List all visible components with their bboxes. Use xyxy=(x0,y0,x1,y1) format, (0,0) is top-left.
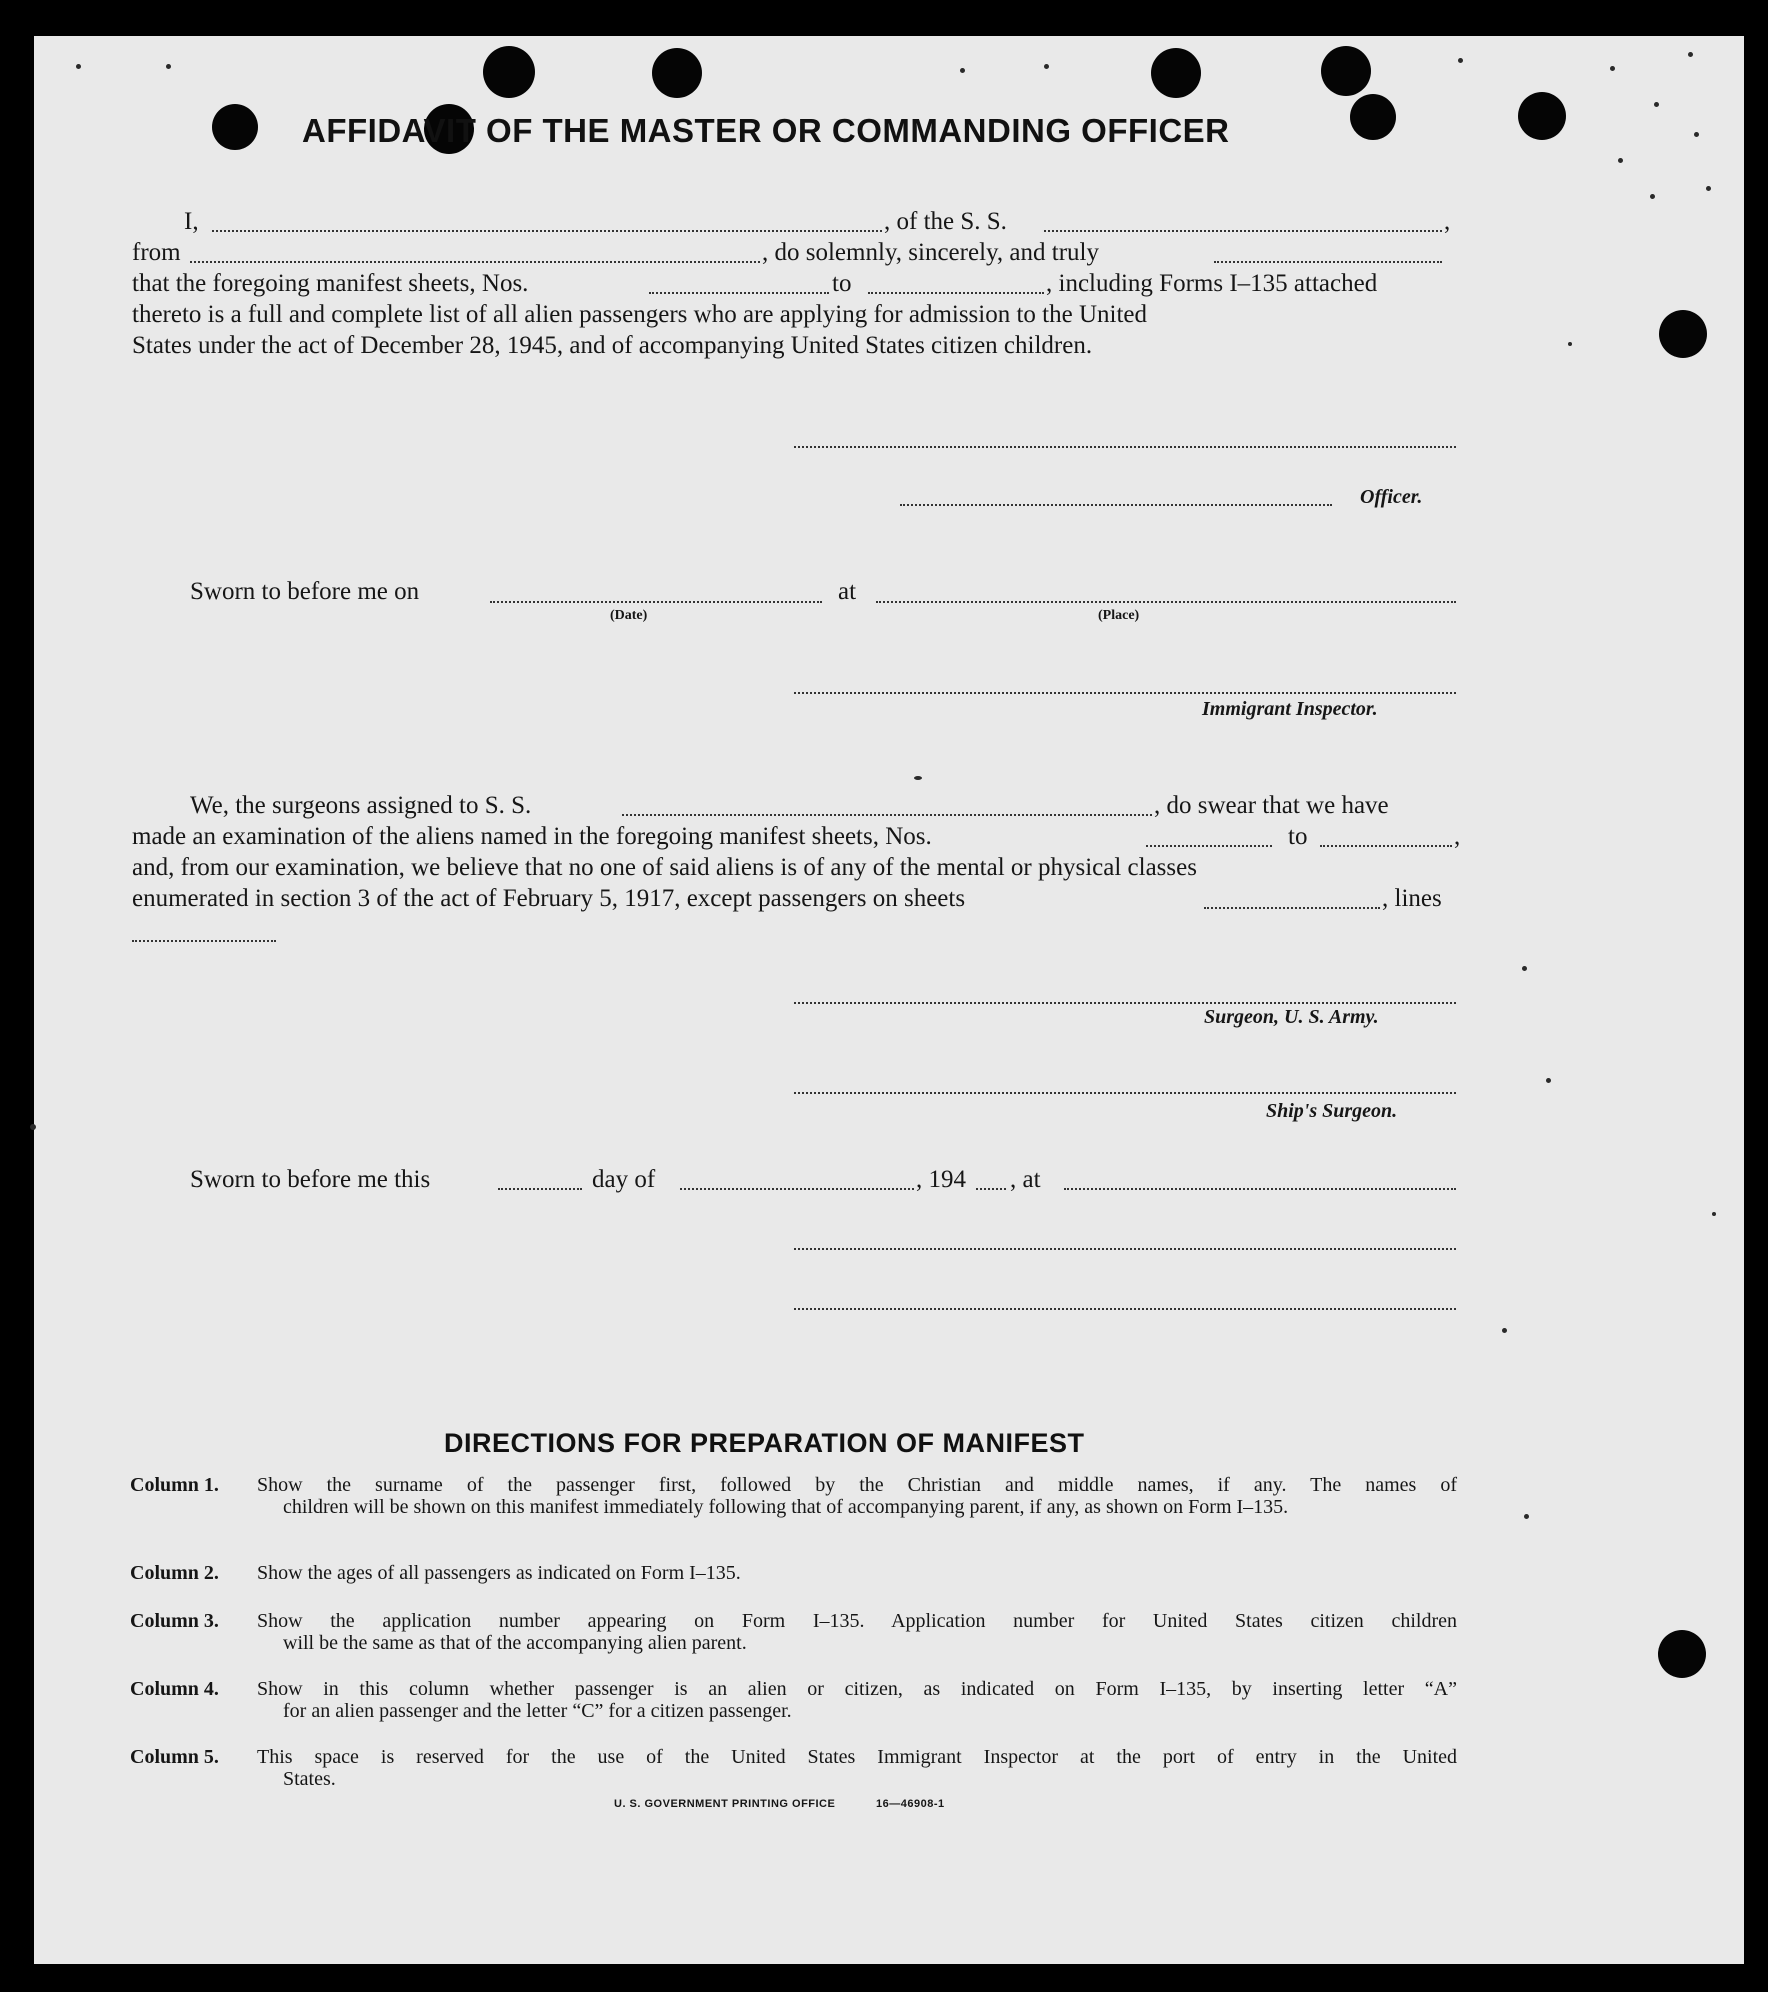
column-1-rest: children will be shown on this manifest immediately following that of accompanying parent, if any, as shown on Form I–135. xyxy=(283,1496,1289,1518)
army-surgeon-label: Surgeon, U. S. Army. xyxy=(1204,1006,1379,1028)
sworn-month-field[interactable] xyxy=(680,1188,914,1190)
ship-name-field[interactable] xyxy=(1044,230,1442,232)
column-4-first-line: Show in this column whether passenger is an alien or citizen, as indicated on Form I–135, by inserting letter “A” xyxy=(257,1678,1457,1700)
date-caption: (Date) xyxy=(610,608,648,623)
surgeons-lead: We, the surgeons assigned to S. S. xyxy=(190,792,532,819)
surgeons-lines-text: , lines xyxy=(1382,885,1442,912)
inspector-label: Immigrant Inspector. xyxy=(1202,698,1378,720)
speck xyxy=(30,1124,36,1130)
speck xyxy=(1458,58,1463,63)
except-lines-field[interactable] xyxy=(132,940,276,942)
sworn-at-text: at xyxy=(838,578,857,605)
form-code: 16—46908-1 xyxy=(876,1798,945,1810)
sworn-place-field[interactable] xyxy=(876,601,1456,603)
punch-hole xyxy=(652,48,702,98)
surgeons-to: to xyxy=(1288,823,1308,850)
punch-hole xyxy=(212,104,258,150)
ship-surgeon-label: Ship's Surgeon. xyxy=(1266,1100,1398,1122)
column-5-text xyxy=(257,1746,1457,1790)
punch-hole xyxy=(1658,1630,1706,1678)
official-signature-line[interactable] xyxy=(794,1248,1456,1250)
column-4-label: Column 4. xyxy=(130,1678,219,1700)
column-2-text xyxy=(257,1562,1457,1584)
place-caption: (Place) xyxy=(1098,608,1140,623)
punch-hole xyxy=(1321,46,1371,96)
speck xyxy=(1688,52,1693,57)
column-5-label: Column 5. xyxy=(130,1746,219,1768)
speck xyxy=(914,776,922,780)
surgeon-sheet-to-field[interactable] xyxy=(1320,845,1452,847)
speck xyxy=(1044,64,1049,69)
affidavit-line-5: States under the act of December 28, 1945, and of accompanying United States citizen children. xyxy=(132,332,1093,359)
speck xyxy=(1654,102,1659,107)
sheet-from-field[interactable] xyxy=(649,292,829,294)
directions-title: DIRECTIONS FOR PREPARATION OF MANIFEST xyxy=(444,1428,1085,1458)
printer-imprint: U. S. GOVERNMENT PRINTING OFFICE xyxy=(614,1798,836,1810)
punch-hole xyxy=(483,46,535,98)
day-of-text: day of xyxy=(592,1166,656,1193)
signature-line[interactable] xyxy=(794,446,1456,448)
sworn-this-text: Sworn to before me this xyxy=(190,1166,431,1193)
sworn-at2-text: , at xyxy=(1010,1166,1041,1193)
speck xyxy=(1650,194,1655,199)
punch-hole xyxy=(1350,94,1396,140)
column-4-text xyxy=(257,1678,1457,1722)
column-4-rest: for an alien passenger and the letter “C” for a citizen passenger. xyxy=(283,1700,792,1722)
text-including: , including Forms I–135 attached xyxy=(1046,270,1378,297)
surgeon-sheet-from-field[interactable] xyxy=(1146,845,1272,847)
surgeons-line-4: enumerated in section 3 of the act of February 5, 1917, except passengers on sheets xyxy=(132,885,966,912)
sworn-day-field[interactable] xyxy=(498,1188,582,1190)
text-of-the-ss: , of the S. S. xyxy=(884,208,1007,235)
column-5-first-line: This space is reserved for the use of the United States Immigrant Inspector at the port of entry in the United xyxy=(257,1746,1457,1768)
column-3-rest: will be the same as that of the accompanying alien parent. xyxy=(283,1632,747,1654)
affidavit-line-4: thereto is a full and complete list of all alien passengers who are applying for admission to the United xyxy=(132,301,1148,328)
sworn-date-field[interactable] xyxy=(490,601,822,603)
text-i: I, xyxy=(184,208,199,235)
officer-signature-line[interactable] xyxy=(900,504,1332,506)
column-1-first-line: Show the surname of the passenger first, followed by the Christian and middle names, if any. The names of xyxy=(257,1474,1457,1496)
oath-field[interactable] xyxy=(1214,261,1442,263)
punch-hole xyxy=(1659,310,1707,358)
sworn-place2-field[interactable] xyxy=(1064,1188,1456,1190)
sheet-to-field[interactable] xyxy=(868,292,1044,294)
surgeons-line-3: and, from our examination, we believe that no one of said aliens is of any of the mental or physical classes xyxy=(132,854,1197,881)
column-2-first-line: Show the ages of all passengers as indicated on Form I–135. xyxy=(257,1562,741,1584)
speck xyxy=(960,68,965,73)
officer-label: Officer. xyxy=(1360,486,1423,508)
column-3-text xyxy=(257,1610,1457,1654)
inspector-signature-line[interactable] xyxy=(794,692,1456,694)
text-foregoing: that the foregoing manifest sheets, Nos. xyxy=(132,270,529,297)
surgeons-swear: , do swear that we have xyxy=(1154,792,1389,819)
speck xyxy=(1524,1514,1529,1519)
comma: , xyxy=(1454,823,1461,850)
surgeon-ship-field[interactable] xyxy=(622,814,1152,816)
sworn-year-field[interactable] xyxy=(976,1188,1006,1190)
form-page xyxy=(34,36,1744,1964)
text-solemnly: , do solemnly, sincerely, and truly xyxy=(762,239,1099,266)
punch-hole xyxy=(1151,48,1201,98)
speck xyxy=(1712,1212,1716,1216)
ship-surgeon-signature-line[interactable] xyxy=(794,1092,1456,1094)
speck xyxy=(1694,132,1699,137)
page-title: AFFIDAVIT OF THE MASTER OR COMMANDING OFFICER xyxy=(302,112,1230,149)
speck xyxy=(1706,186,1711,191)
except-sheets-field[interactable] xyxy=(1204,907,1380,909)
column-3-first-line: Show the application number appearing on Form I–135. Application number for United States citizen children xyxy=(257,1610,1457,1632)
column-3-label: Column 3. xyxy=(130,1610,219,1632)
from-port-field[interactable] xyxy=(190,261,760,263)
text-to: to xyxy=(832,270,852,297)
column-1-label: Column 1. xyxy=(130,1474,219,1496)
official-title-line[interactable] xyxy=(794,1308,1456,1310)
column-1-text xyxy=(257,1474,1457,1518)
master-name-field[interactable] xyxy=(212,230,882,232)
speck xyxy=(76,64,81,69)
surgeons-line-2: made an examination of the aliens named in the foregoing manifest sheets, Nos. xyxy=(132,823,932,850)
army-surgeon-signature-line[interactable] xyxy=(794,1002,1456,1004)
speck xyxy=(166,64,171,69)
column-2-label: Column 2. xyxy=(130,1562,219,1584)
column-5-rest: States. xyxy=(283,1768,336,1790)
comma: , xyxy=(1444,208,1451,235)
text-from: from xyxy=(132,239,181,266)
speck xyxy=(1568,342,1572,346)
sworn-on-text: Sworn to before me on xyxy=(190,578,420,605)
punch-hole xyxy=(1518,92,1566,140)
speck xyxy=(1502,1328,1507,1333)
speck xyxy=(1546,1078,1551,1083)
year-text: , 194 xyxy=(916,1166,966,1193)
speck xyxy=(1618,158,1623,163)
speck xyxy=(1610,66,1615,71)
speck xyxy=(1522,966,1527,971)
